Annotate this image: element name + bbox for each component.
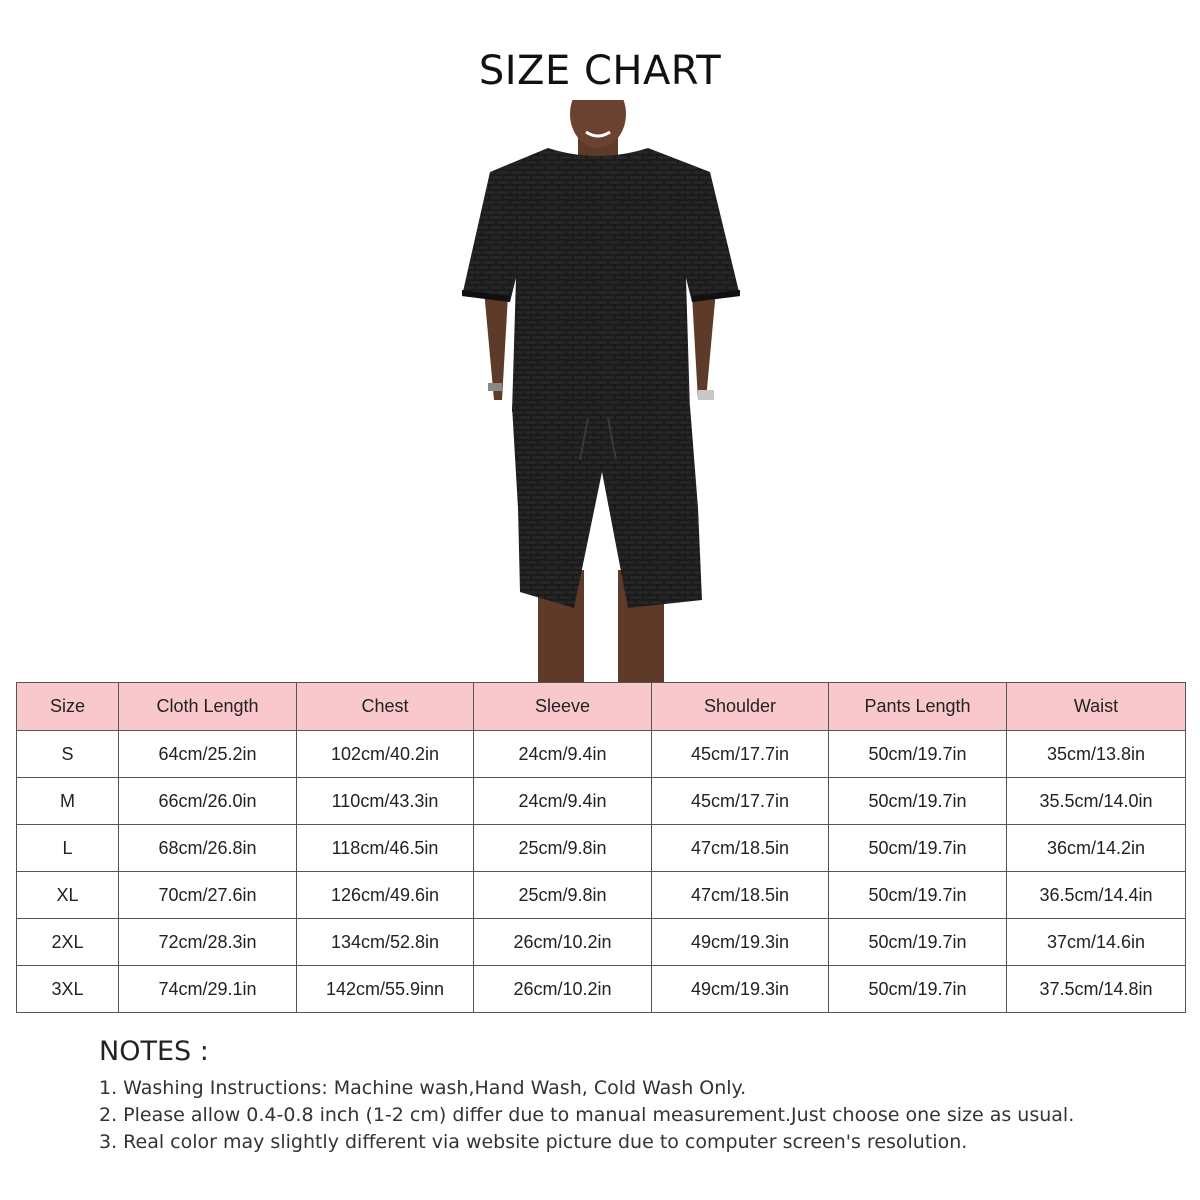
model-photo <box>440 100 760 682</box>
cell-pants-length: 50cm/19.7in <box>829 872 1007 919</box>
cell-cloth-length: 64cm/25.2in <box>119 731 297 778</box>
note-item: 3. Real color may slightly different via website picture due to computer screen's resolution. <box>99 1131 968 1153</box>
cell-shoulder: 47cm/18.5in <box>652 825 829 872</box>
cell-chest: 126cm/49.6in <box>297 872 474 919</box>
table-row <box>17 731 1186 778</box>
cell-size: M <box>17 778 119 825</box>
cell-waist: 35cm/13.8in <box>1007 731 1186 778</box>
cell-shoulder: 47cm/18.5in <box>652 872 829 919</box>
cell-size: XL <box>17 872 119 919</box>
header-shoulder: Shoulder <box>652 683 829 731</box>
header-size: Size <box>17 683 119 731</box>
cell-size: 2XL <box>17 919 119 966</box>
cell-chest: 134cm/52.8in <box>297 919 474 966</box>
cell-size: L <box>17 825 119 872</box>
cell-size: S <box>17 731 119 778</box>
cell-shoulder: 45cm/17.7in <box>652 731 829 778</box>
cell-pants-length: 50cm/19.7in <box>829 731 1007 778</box>
header-sleeve: Sleeve <box>474 683 652 731</box>
notes-section <box>99 1036 1179 1156</box>
cell-chest: 102cm/40.2in <box>297 731 474 778</box>
cell-pants-length: 50cm/19.7in <box>829 778 1007 825</box>
cell-sleeve: 25cm/9.8in <box>474 872 652 919</box>
table-header-row <box>17 683 1186 731</box>
cell-cloth-length: 68cm/26.8in <box>119 825 297 872</box>
cell-waist: 36cm/14.2in <box>1007 825 1186 872</box>
cell-pants-length: 50cm/19.7in <box>829 919 1007 966</box>
cell-sleeve: 26cm/10.2in <box>474 919 652 966</box>
cell-size: 3XL <box>17 966 119 1013</box>
cell-waist: 36.5cm/14.4in <box>1007 872 1186 919</box>
model-head <box>570 100 626 160</box>
size-chart-table <box>16 682 1186 1013</box>
cell-waist: 35.5cm/14.0in <box>1007 778 1186 825</box>
header-chest: Chest <box>297 683 474 731</box>
cell-shoulder: 45cm/17.7in <box>652 778 829 825</box>
note-item: 1. Washing Instructions: Machine wash,Hand Wash, Cold Wash Only. <box>99 1077 747 1099</box>
cell-sleeve: 25cm/9.8in <box>474 825 652 872</box>
cell-cloth-length: 70cm/27.6in <box>119 872 297 919</box>
table-row <box>17 778 1186 825</box>
cell-shoulder: 49cm/19.3in <box>652 919 829 966</box>
header-cloth-length: Cloth Length <box>119 683 297 731</box>
cell-chest: 142cm/55.9inn <box>297 966 474 1013</box>
cell-cloth-length: 66cm/26.0in <box>119 778 297 825</box>
cell-sleeve: 24cm/9.4in <box>474 778 652 825</box>
notes-title: NOTES : <box>99 1036 209 1067</box>
page-title: SIZE CHART <box>478 48 722 94</box>
table-row <box>17 825 1186 872</box>
cell-cloth-length: 74cm/29.1in <box>119 966 297 1013</box>
cell-cloth-length: 72cm/28.3in <box>119 919 297 966</box>
cell-waist: 37cm/14.6in <box>1007 919 1186 966</box>
cell-shoulder: 49cm/19.3in <box>652 966 829 1013</box>
cell-sleeve: 26cm/10.2in <box>474 966 652 1013</box>
note-item: 2. Please allow 0.4-0.8 inch (1-2 cm) differ due to manual measurement.Just choose one size as usual. <box>99 1104 1075 1126</box>
cell-chest: 110cm/43.3in <box>297 778 474 825</box>
table-row <box>17 919 1186 966</box>
header-pants-length: Pants Length <box>829 683 1007 731</box>
cell-pants-length: 50cm/19.7in <box>829 825 1007 872</box>
table-row <box>17 966 1186 1013</box>
cell-chest: 118cm/46.5in <box>297 825 474 872</box>
cell-pants-length: 50cm/19.7in <box>829 966 1007 1013</box>
cell-sleeve: 24cm/9.4in <box>474 731 652 778</box>
cell-waist: 37.5cm/14.8in <box>1007 966 1186 1013</box>
header-waist: Waist <box>1007 683 1186 731</box>
shorts <box>512 406 702 608</box>
table-row <box>17 872 1186 919</box>
